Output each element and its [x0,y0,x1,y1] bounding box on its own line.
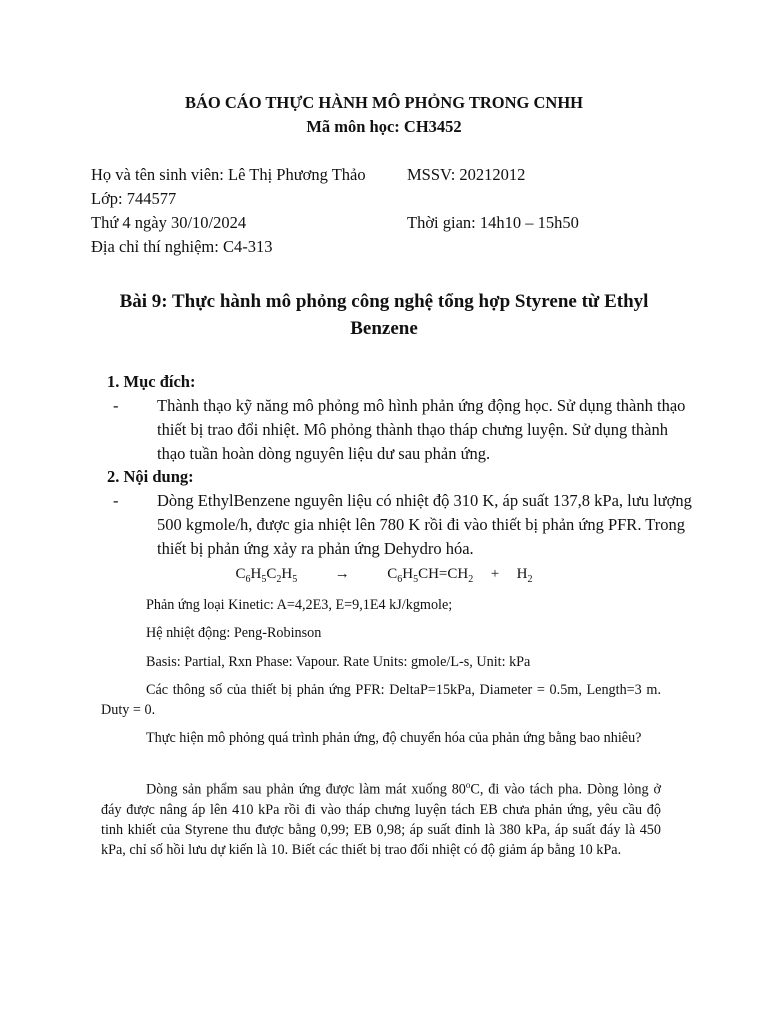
student-id: MSSV: 20212012 [407,165,526,184]
purpose-text: Thành thạo kỹ năng mô phỏng mô hình phản ứng động học. Sử dụng thành thạo thiết bị trao đổi nhiệt. Mô phỏng thành thạo tháp chưng luyện. Sử dụng thành thạo tuần hoàn dòng nguyên liệu dư sau phản ứng. [157,396,686,463]
report-title: BÁO CÁO THỰC HÀNH MÔ PHỎNG TRONG CNHH [185,93,583,112]
thermo-package: Hệ nhiệt động: Peng-Robinson [146,625,322,641]
lab-date: Thứ 4 ngày 30/10/2024 [91,213,247,232]
kinetic-params: Phản ứng loại Kinetic: A=4,2E3, E=9,1E4 kJ/kgmole; [146,597,453,613]
bullet-dash: - [113,396,119,415]
reaction-arrow: → [334,566,350,582]
product-processing-b: C, đi vào tách pha. Dòng lỏng ở đáy được nâng áp lên 410 kPa rồi đi vào tháp chưng luyện tách EB chưa phản ứng, yêu cầu độ tinh khiết của Styrene thu được bằng 0,99; EB 0,98; áp suất đỉnh là 380 kPa, áp suất đáy là 450 kPa, chỉ số hồi lưu dự kiến là 10. Biết các thiết bị trao đổi nhiệt có độ giảm áp bằng 10 kPa. [101,781,661,858]
course-code: Mã môn học: CH3452 [306,117,462,136]
conversion-question: Thực hiện mô phỏng quá trình phản ứng, độ chuyển hóa của phản ứng bằng bao nhiêu? [146,730,642,746]
reaction-equation [0,566,768,585]
lesson-title [0,288,768,342]
student-name: Họ và tên sinh viên: Lê Thị Phương Thảo [91,165,366,184]
product-processing-a: Dòng sản phẩm sau phản ứng được làm mát xuống 80 [146,781,466,798]
lesson-title-line2: Benzene [350,318,418,339]
section-heading-purpose: 1. Mục đích: [107,372,196,391]
product-hydrogen-formula: $H_2$ [516,566,533,585]
section-heading-content: 2. Nội dung: [107,467,194,486]
pfr-params: Các thông số của thiết bị phản ứng PFR: DeltaP=15kPa, Diameter = 0.5m, Length=3 m. Duty = 0. [101,682,661,718]
class-code: Lớp: 744577 [91,189,177,208]
reactant-formula: $C_6H_5C_2H_5$ [235,566,298,585]
basis-info: Basis: Partial, Rxn Phase: Vapour. Rate Units: gmole/L-s, Unit: kPa [146,654,531,670]
lab-location: Địa chỉ thí nghiệm: C4-313 [91,237,273,256]
plus-sign: + [490,566,500,582]
lesson-title-line1: Bài 9: Thực hành mô phỏng công nghệ tổng hợp Styrene từ Ethyl [119,291,649,312]
content-text: Dòng EthylBenzene nguyên liệu có nhiệt độ 310 K, áp suất 137,8 kPa, lưu lượng 500 kgmole/h, được gia nhiệt lên 780 K rồi đi vào thiết bị phản ứng PFR. Trong thiết bị phản ứng xảy ra phản ứng Dehydro hóa. [157,491,692,558]
student-info [91,163,579,259]
degree-sign: o [465,780,471,790]
bullet-dash: - [113,491,119,510]
product-processing [101,775,661,860]
lab-time: Thời gian: 14h10 – 15h50 [407,213,579,232]
product-styrene-formula: $C_6H_5CH=CH_2$ [387,566,474,585]
